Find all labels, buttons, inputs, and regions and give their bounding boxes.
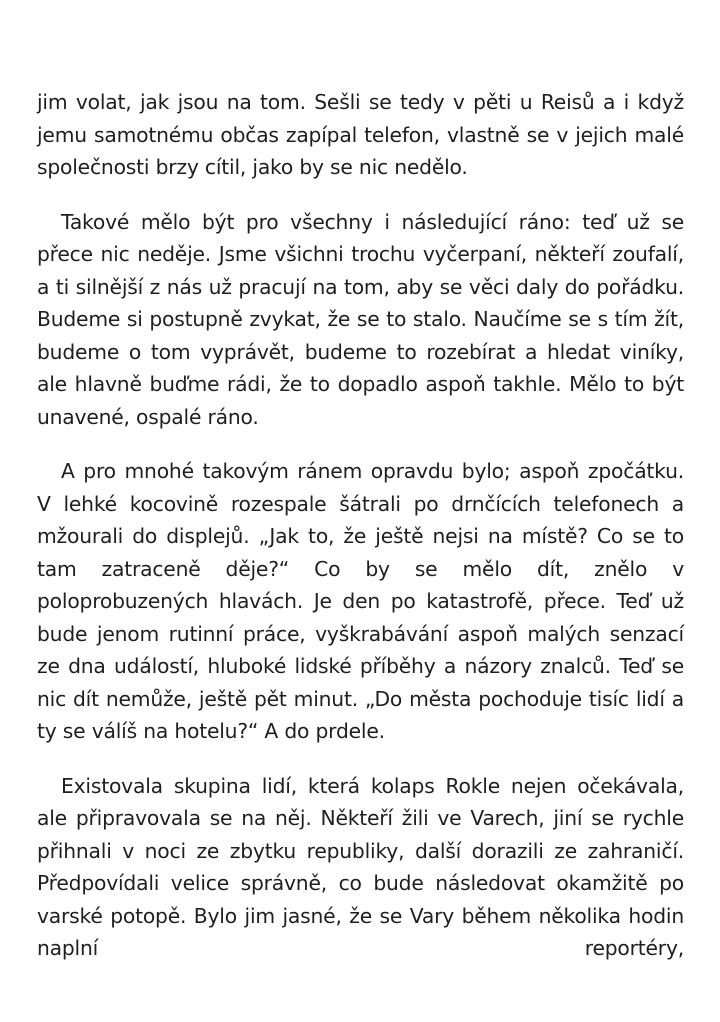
paragraph-continued: jim volat, jak jsou na tom. Sešli se tedy v pěti u Reisů a i když jemu samotnému občas zapípal telefon, vlastně se v jejich malé společnosti brzy cítil, jako by se nic nedělo. (37, 90, 684, 179)
paragraph: Takové mělo být pro všechny i následující ráno: teď už se přece nic neděje. Jsme všichni trochu vyčerpaní, někteří zoufalí, a ti silnější z nás už pracují na tom, aby se věci daly do pořádku. Budeme si postupně zvykat, že se to stalo. Naučíme se s tím žít, budeme o tom vyprávět, budeme to rozebírat a hledat viníky, ale hlavně buďme rádi, že to dopadlo aspoň takhle. Mělo to být unavené, ospalé ráno. (37, 209, 684, 429)
document-page (37, 86, 684, 987)
paragraph: Existovala skupina lidí, která kolaps Rokle nejen očekávala, ale připravovala se na něj. Někteří žili ve Varech, jiní se rychle přihnali v noci ze zbytku republiky, další dorazili ze zahraničí. Předpovídali velice správně, co bude následovat okamžitě po varské potopě. Bylo jim jasné, že se Vary během několika hodin naplní reportéry, (37, 773, 684, 960)
paragraph: A pro mnohé takovým ránem opravdu bylo; aspoň zpočátku. V lehké kocovině rozespale šátrali po drnčících telefonech a mžourali do displejů. „Jak to, že ještě nejsi na místě? Co se to tam zatraceně děje?“ Co by se mělo dít, znělo v poloprobuzených hlavách. Je den po katastrofě, přece. Teď už bude jenom rutinní práce, vyškrabávání aspoň malých senzací ze dna událostí, hluboké lidské příběhy a názory znalců. Teď se nic dít nemůže, ještě pět minut. „Do města pochoduje tisíc lidí a ty se válíš na hotelu?“ A do prdele. (37, 459, 684, 743)
